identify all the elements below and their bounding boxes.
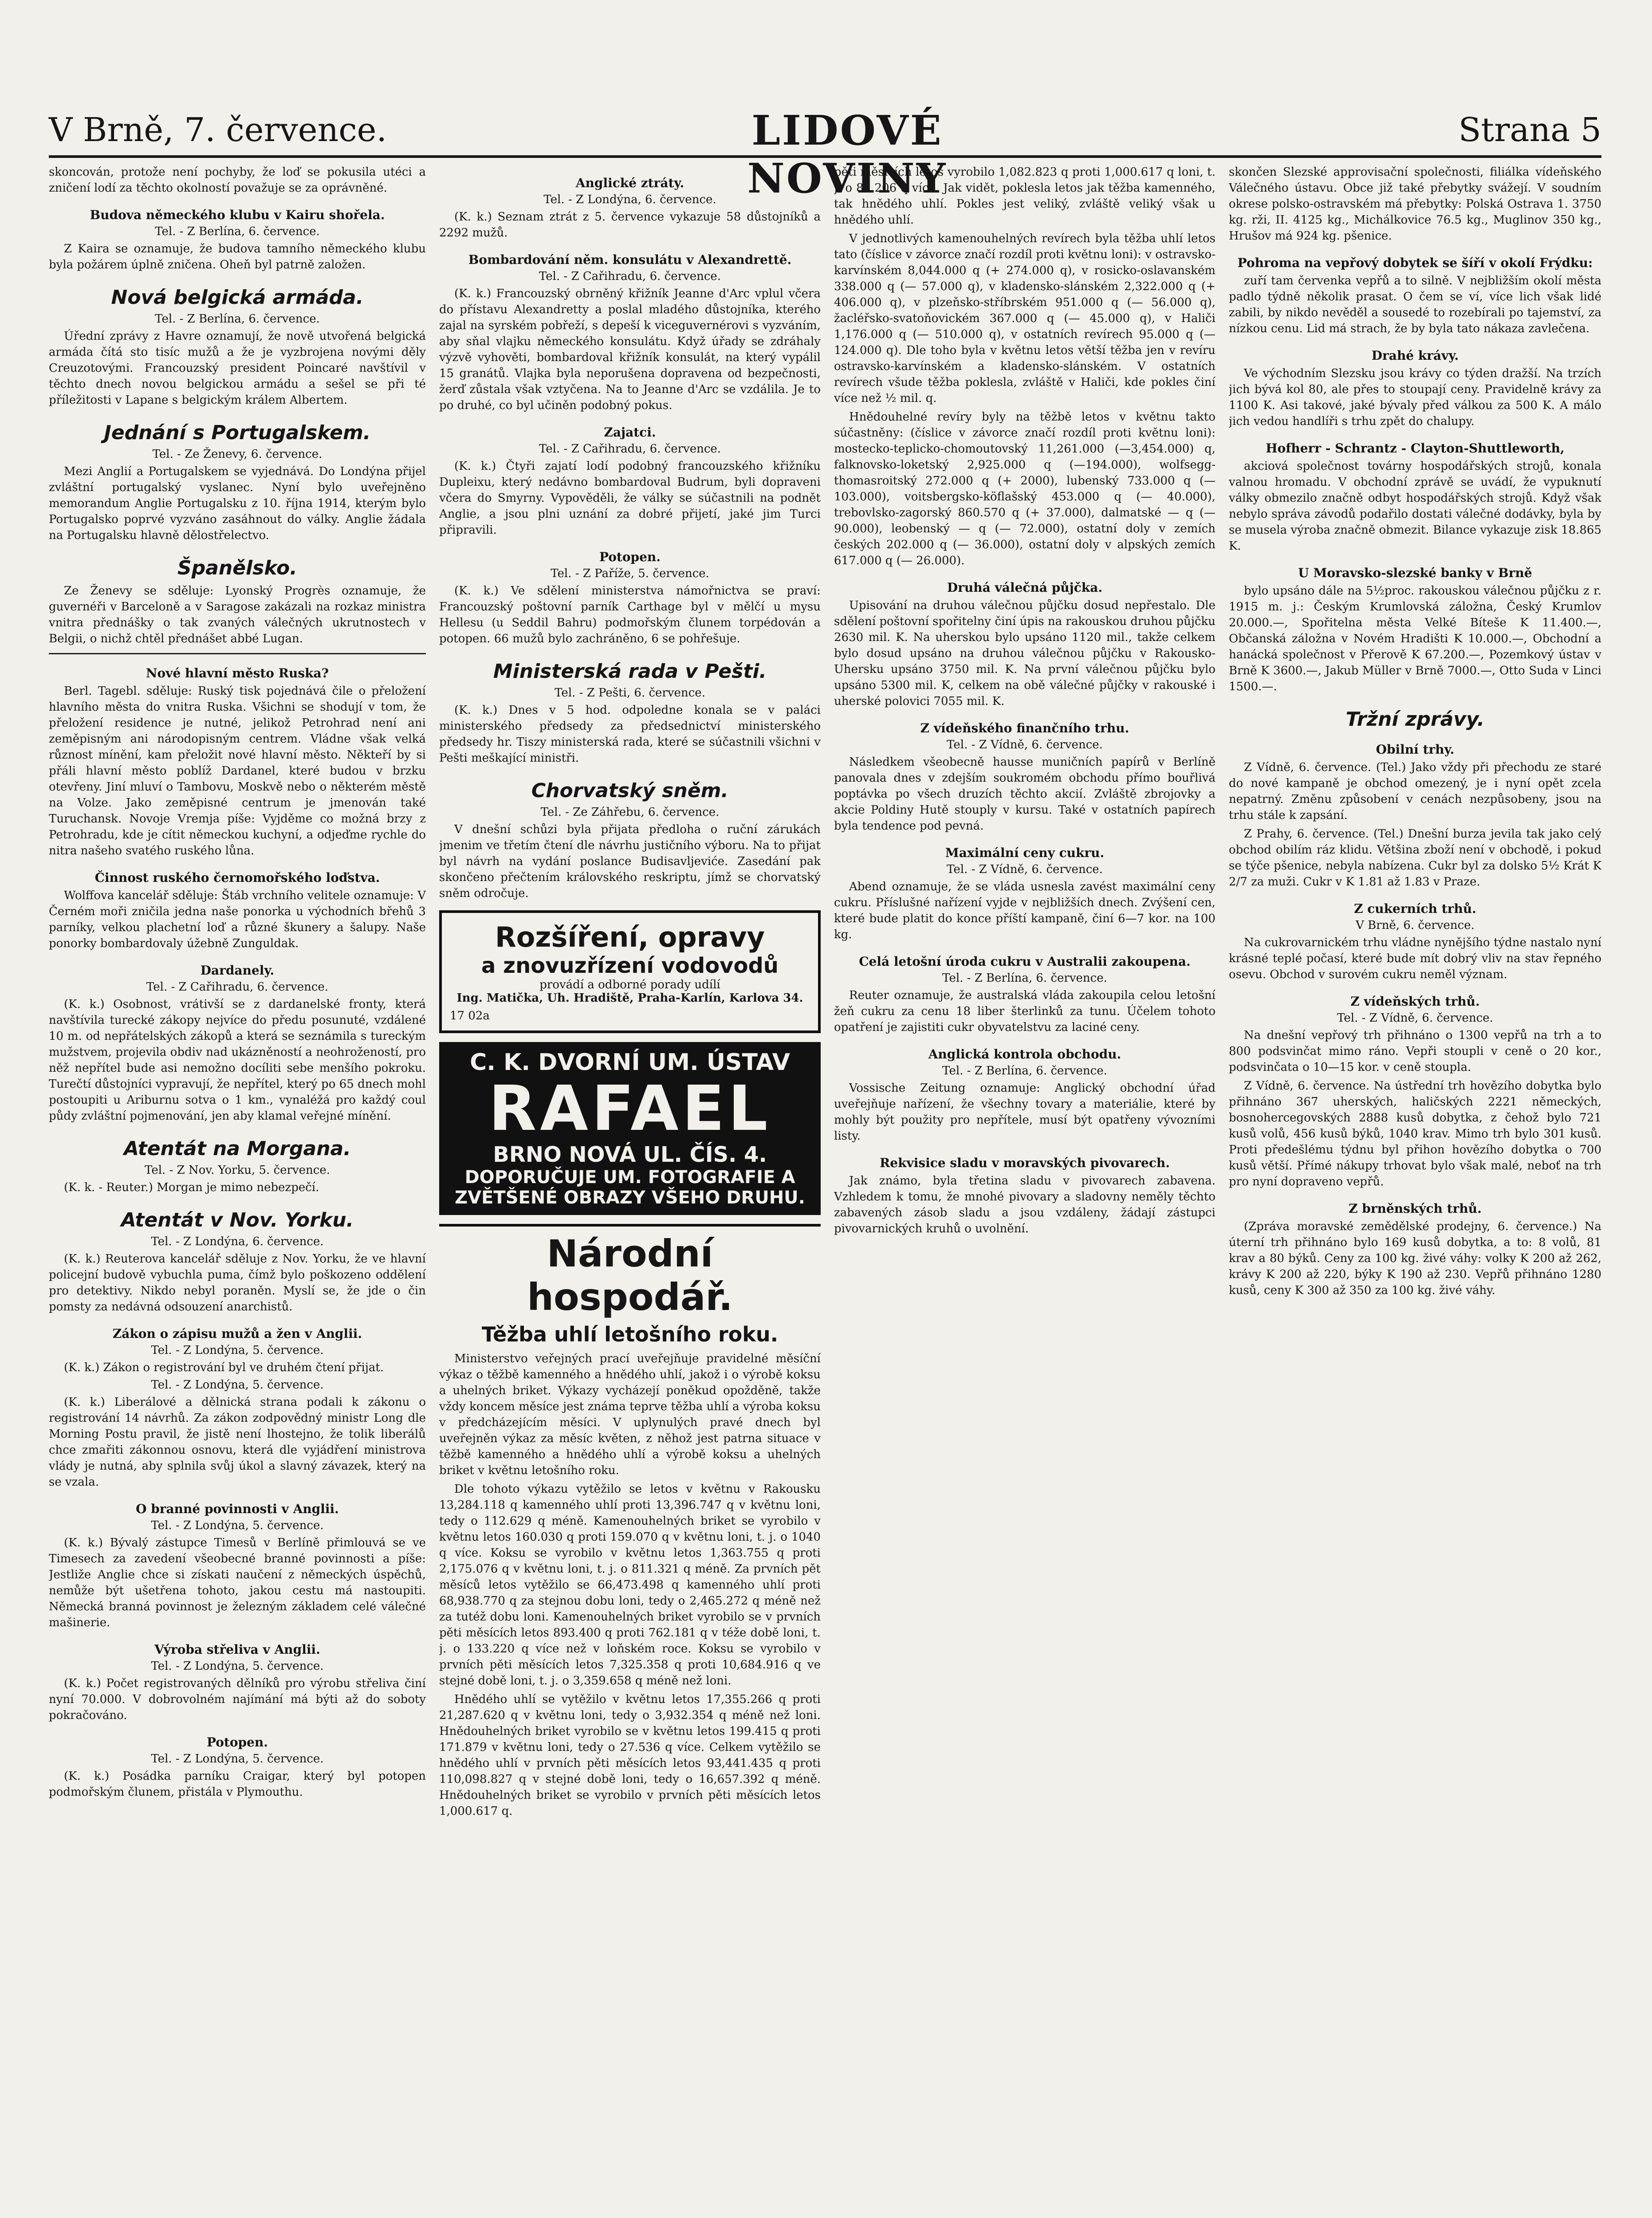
article-dateline: Tel. - Z Berlína, 6. července. <box>155 312 320 326</box>
article-dateline: V Brně, 6. července. <box>1356 919 1475 932</box>
article-dateline: Tel. - Z Londýna, 5. července. <box>151 1752 324 1766</box>
section-title: Národní hospodář. <box>439 1224 821 1319</box>
ad-address: Ing. Matička, Uh. Hradiště, Praha-Karlín, Karlova 34. <box>456 991 803 1005</box>
article-text: Abend oznamuje, že se vláda usnesla zavést maximální ceny cukru. Příslušné nařízení vyjde v nejbližších dnech. Zvýšení cen, které bude platit do konce příští kampaně, činí 6—7 kor. na 100 kg. <box>834 880 1215 941</box>
article-text: Upisování na druhou válečnou půjčku dosud nepřestalo. Dle sdělení poštovní spořitelny činí úpis na rakouskou druhou půjčku 2630 mil. K. Na uherskou bylo upsáno 1120 mil., takže celkem bylo dosud upsáno na druhou válečnou půjčku v Rakousko-Uhersku upsáno 3750 mil. K. Na první válečnou půjčku bylo upsáno 5300 mil. K, celkem na obě válečné půjčky v rakouské i uherské polovici 7055 mil. K. <box>834 599 1215 708</box>
article-dateline: Tel. - Ze Ženevy, 6. července. <box>152 448 323 461</box>
article-text: Na cukrovarnickém trhu vládne nynějšího týdne nastalo nyní krásné teplé počasí, které bude mít dobrý vliv na stav řepného osevu. Obchod v surovém cukru neměl význam. <box>1229 936 1601 981</box>
article-title: Obilní trhy. <box>1376 742 1455 757</box>
section-title: Tržní zprávy. <box>1345 708 1485 731</box>
article-dateline: Tel. - Z Berlína, 6. července. <box>155 225 320 238</box>
column-1 <box>49 164 426 2218</box>
article-title: Bombardování něm. konsulátu v Alexandrettě. <box>468 252 792 267</box>
article-title: O branné povinnosti v Anglii. <box>136 1502 339 1516</box>
article-text: V dnešní schůzi byla přijata předloha o ruční zárukách jmenim ve třetím čtení dle návrhu justičního výboru. Na to přijat byl návrh na vydání poslance Budisavljeviće. Zasedání pak skončeno přečtením královského reskriptu, jímž se chorvatský sněm odročuje. <box>439 823 821 900</box>
article-text: Vossische Zeitung oznamuje: Anglický obchodní úřad uveřejňuje nařízení, že všechny tovary a materiálie, které by mohly být použity pro nepřítele, musí být opatřeny vývozními listy. <box>834 1081 1215 1143</box>
article-text: (Zpráva moravské zemědělské prodejny, 6. července.) Na úterní trh přihnáno bylo 169 kusů dobytka, a to: 8 volů, 81 krav a 80 býků. Ceny za 100 kg. živé váhy: volky K 200 až 262, krávy K 200 až 220, býky K 190 až 230. Vepřů přihnáno 1280 kusů, ceny K 300 až 350 za 100 kg. živé váhy. <box>1229 1220 1601 1297</box>
article-title: Z cukerních trhů. <box>1354 901 1476 916</box>
article-dateline: Tel. - Z Londýna, 6. července. <box>151 1235 324 1248</box>
article-text: (K. k.) Ve sdělení ministerstva námořnictva se praví: Francouzský poštovní parník Carthage byl v mělčí u mysu Hellesu (u Seddil Bahru) podmořským člunem torpédován a potopen. 66 mužů bylo zachráněno, 6 se pohřešuje. <box>439 584 821 645</box>
article-text: Hnědouhelné revíry byly na těžbě letos v květnu takto súčastněny: (číslice v závorce značí rozdíl proti květnu loni): mostecko-teplicko-chomoutovský 11,261.000 (—3,454.000) q, falknovsko-loketský 2,925.000 q (—194.000), wolfsegg-thomasroitský 272.000 q (+ 2000), lubenský 733.000 q (— 103.000), voitsbergsko-köflašský 453.000 q (— 40.000), trebovlsko-zagorský 860.570 q (+ 37.000), dalmatské — q (— 90.000), leobenský — q (— 72.000), ostatní doly v zemích českých 202.000 q (— 36.000), ostatní doly v alpských zemích 617.000 q (— 26.000). <box>834 410 1215 567</box>
page-number: Strana 5 <box>1458 111 1601 149</box>
article-text: Z Kaira se oznamuje, že budova tamního německého klubu byla požárem úplně zničena. Oheň byl patrně založen. <box>49 242 426 271</box>
article-title: Dardanely. <box>200 963 275 978</box>
article-dateline: Tel. - Z Vídně, 6. července. <box>947 738 1103 751</box>
article-title: Nová belgická armáda. <box>111 286 364 309</box>
article-text: Berl. Tagebl. sděluje: Ruský tisk pojednává čile o přeložení hlavního města do vnitra Ruska. Všichni se shodují v tom, že přeložení residence je nutné, jelikož Petrohrad není ani zeměpisným ani národopisným centrem. Vládne však velká různost mínění, kam přeložit nové hlavní město. Někteří by si přáli hlavní město poblíž Dardanel, které budou v brzku otevřeny. Jiní mluví o Tambovu, Moskvě nebo o některém městě na Volze. Jako zeměpisné centrum je jmenován také Turuchansk. Novoje Vremja píše: Vyjděme co možná brzy z Petrohradu, kde je cítit německou kuchyní, a odjeďme rychle do nitra našeho svatého ruského lůna. <box>49 684 426 857</box>
article-text: (K. k.) Počet registrovaných dělníků pro výrobu střeliva činí nyní 70.000. V dobrovolném najímání má býti až do soboty pokračováno. <box>49 1677 426 1722</box>
advertisement-waterworks <box>439 910 821 1033</box>
article-text: (K. k.) Liberálové a dělnická strana podali k zákonu o registrování 14 návrhů. Za zákon zodpovědný ministr Long dle Morning Postu pravil, že jistě není lhostejno, že tolik liberálů chce zmařiti zákonnou osnovu, která dle vyjádření ministrova vlády je nutná, aby splnila svůj úkol a slavný závazek, který na se vzala. <box>49 1396 426 1489</box>
article-text: Ministerstvo veřejných prací uveřejňuje pravidelné měsíční výkaz o těžbě kamenného a hnědého uhlí, jakož i o výrobě koksu a uhelných briket. Výkazy vycházejí poněkud opožděně, takže vždy koncem měsíce jest známa teprve těžba uhlí a výroba koksu v předcházejícím měsíci. V uplynulých pravé dnech byl uveřejněn výkaz za měsíc květen, z něhož jest patrna situace v těžbě kamenného a hnědého uhlí a výrobě koksu a uhelných briket v květnu letošního roku. <box>439 1352 821 1477</box>
article-dateline: Tel. - Z Londýna, 5. července. <box>151 1660 324 1673</box>
article-title: Výroba střeliva v Anglii. <box>154 1642 320 1657</box>
article-dateline: Tel. - Z Berlína, 6. července. <box>942 1064 1107 1078</box>
article-title: Ministerská rada v Pešti. <box>493 660 767 683</box>
article-dateline: Tel. - Z Londýna, 6. července. <box>543 193 716 206</box>
article-text: Z Prahy, 6. července. (Tel.) Dnešní burza jevila tak jako celý obchod obilím ráz klidu. Většina zboží není v obchodě, i pokud se týče pšenice, nebyla nabízena. Cukr byl za dolsko 5½ Krát K 2/7 za muži. Cukr v K 1.81 až 1.83 v Praze. <box>1229 827 1601 889</box>
article-text: skoncován, protože není pochyby, že loď se pokusila utéci a zničení lodí za těchto okolností považuje se za oprávněné. <box>49 165 426 195</box>
article-text: Wolffova kancelář sděluje: Štáb vrchního velitele oznamuje: V Černém moři zničila jedna naše ponorka u východních břehů 3 parníky, velkou plachetní loď a různé škunery a šalupy. Naše ponorky bombardovaly úžebně Zunguldak. <box>49 889 426 950</box>
article-text: Následkem všeobecně hausse muničních papírů v Berlíně panovala dnes v zdejším soukromém obchodu přímo bouřlivá poptávka po všech druzích těchto akcií. Zvláště zbrojovky a akcie Poldiny Hutě stouply v kursu. Také v ostatních papírech byla tendence pod pevná. <box>834 755 1215 833</box>
article-title: Zákon o zápisu mužů a žen v Anglii. <box>112 1326 362 1341</box>
article-title: Z brněnských trhů. <box>1349 1201 1482 1216</box>
article-title: Rekvisice sladu v moravských pivovarech. <box>880 1156 1170 1170</box>
article-text: (K. k.) Osobnost, vrátivší se z dardanelské fronty, která navštívila turecké zákopy nejvíce do předu posunuté, vzdálené 10 m. od nepřátelských zákopů a která se seznámila s tureckým mužstvem, projevila obdiv nad ukázněností a neohrožeností, pro něž nepřítel bude asi nemožno docíliti sebe menšího pokroku. Turečtí důstojníci vypravují, že nepřítel, který po 65 dnech mohl postoupiti u Ariburnu sotva o 1 km., vynaléžá pro každý coul půdy zvláštní pojmenování, jen aby klamal veřejné mínění. <box>49 998 426 1123</box>
article-text: Ve východním Slezsku jsou krávy co týden dražší. Na trzích jich bývá kol 80, ale přes to stoupají ceny. Pravidelně krávy za 1100 K. Asi takové, jaké bývaly před válkou za 500 K. A málo jich vedou handlíři s trhu zpět do chalupy. <box>1229 367 1601 428</box>
ad-line: C. K. DVORNÍ UM. ÚSTAV <box>470 1049 790 1076</box>
article-text: (K. k.) Posádka parníku Craigar, který byl potopen podmořským člunem, přistála v Plymouthu. <box>49 1770 426 1799</box>
article-text: Reuter oznamuje, že australská vláda zakoupila celou letošní žeň cukru za cenu 18 liber šterlinků za tunu. Účelem tohoto opatření je zajistiti cukr obyvatelstvu za laciné ceny. <box>834 989 1215 1034</box>
article-title: Potopen. <box>206 1735 268 1750</box>
article-text: (K. k.) Čtyři zajatí lodí podobný francouzského křižníku Dupleixu, který nedávno bombardoval Budrum, byli dopraveni včera do Smyrny. Vypověděli, že války se súčastnili na podnět Anglie, a jsou plni uznání za dobré přijetí, jaké jim Turci připravili. <box>439 460 821 537</box>
article-title: Maximální ceny cukru. <box>945 846 1105 860</box>
ad-headline: Rozšíření, opravy <box>495 921 765 953</box>
advertisement-rafael <box>439 1042 821 1215</box>
newspaper-title: LIDOVÉ NOVINY <box>747 106 948 202</box>
date-line: V Brně, 7. července. <box>49 111 387 149</box>
article-dateline: Tel. - Z Paříže, 5. července. <box>551 567 709 580</box>
article-text: Jak známo, byla třetina sladu v pivovarech zabavena. Vzhledem k tomu, že mnohé pivovary a sladovny neměly těchto zabavených zásob sladu a jsou vzdáleny, žádají zástupci pivovarnických kruhů o uvolnění. <box>834 1174 1215 1235</box>
article-title: Pohroma na vepřový dobytek se šíří v okolí Frýdku: <box>1237 256 1593 270</box>
ad-code: 17 02a <box>450 1009 490 1022</box>
article-text: Ze Ženevy se sděluje: Lyonský Progrès oznamuje, že guvernéři v Barceloně a v Saragose zakázali na rozkaz ministra vnitra přednášky o tak zvaných válečných ukrutnostech v Belgii, o nichž chtěl přednášet abbé Lugan. <box>49 584 426 645</box>
article-title: Z vídeňských trhů. <box>1350 994 1480 1009</box>
section-subtitle: Těžba uhlí letošního roku. <box>481 1322 779 1346</box>
article-title: Hofherr - Schrantz - Clayton-Shuttleworth, <box>1266 441 1565 456</box>
article-text: Hnědého uhlí se vytěžilo v květnu letos 17,355.266 q proti 21,287.620 q v květnu loni, tedy o 3,932.354 q méně než loni. Hnědouhelných briket vyrobilo se v květnu letos 199.415 q proti 171.879 v květnu loni, tedy o 27.536 q více. Celkem vytěžilo se hnědého uhlí v prvních pěti měsících letos 93,441.435 q proti 110,098.827 q v stejné době loni, tedy o 16,657.392 q méně. Hnědouhelných briket se vyrobilo v prvních pěti měsících letos 1,000.617 q. <box>439 1693 821 1818</box>
article-text: (K. k.) Reuterova kancelář sděluje z Nov. Yorku, že ve hlavní policejní budově vybuchla puma, čímž bylo poškozeno oddělení pro detektivy. Nikdo nebyl poraněn. Myslí se, že jde o čin pomsty za nedávná odsouzení anarchistů. <box>49 1252 426 1313</box>
article-text: Na dnešní vepřový trh přihnáno o 1300 vepřů na trh a to 800 podsvinčat mimo ráno. Vepři stoupli v ceně o 20 kor., podsvinčata o 10—15 kor. v ceně stoupla. <box>1229 1029 1601 1074</box>
article-text: (K. k.) Zákon o registrování byl ve druhém čtení přijat. <box>64 1361 384 1374</box>
article-dateline: Tel. - Z Cařihradu, 6. července. <box>539 270 721 283</box>
article-dateline: Tel. - Z Pešti, 6. července. <box>555 686 705 700</box>
column-2 <box>439 164 821 2218</box>
article-title: Atentát v Nov. Yorku. <box>121 1209 354 1231</box>
article-title: Anglické ztráty. <box>575 176 684 190</box>
article-text: pěti měsících letos vyrobilo 1,082.823 q proti 1,000.617 q loni, t. j. o 82.206 q více. Jak vidět, poklesla letos jak těžba kamenného, tak hnědého uhlí. Pokles jest veliký, zvláště veliký však u hnědého uhlí. <box>834 165 1215 227</box>
article-text: (K. k.) Seznam ztrát z 5. července vykazuje 58 důstojníků a 2292 mužů. <box>439 210 821 240</box>
article-text: V jednotlivých kamenouhelných revírech byla těžba uhlí letos tato (číslice v závorce značí rozdíl proti květnu loni): v ostravsko-karvínském 8,044.000 q (+ 274.000 q), v rosicko-oslavanském 338.000 q (— 57.000 q), v kladensko-slánském 2,322.000 q (+ 406.000 q), v plzeňsko-stříbrském 951.000 q (— 56.000 q), žacléřsko-svatoňovickém 367.000 q (— 45.000 q), v Haliči 1,176.000 q (— 510.000 q), v ostatních revírech 95.000 q (— 124.000 q). Dle toho byla v květnu letos větší těžba jen v revíru ostravsko-karvínském a kladensko-slánském. V ostatních revírech všude těžba poklesla, zvláště v Haliči, kde pokles činí více než ½ mil. q. <box>834 232 1215 405</box>
ad-line: DOPORUČUJE UM. FOTOGRAFIE A ZVĚTŠENÉ OBRAZY VŠEHO DRUHU. <box>455 1167 805 1208</box>
ad-subheadline: a znovuzřízení vodovodů <box>481 953 779 978</box>
article-dateline: Tel. - Z Londýna, 5. července. <box>151 1378 324 1392</box>
column-4 <box>1229 164 1601 2218</box>
article-dateline: Tel. - Z Cařihradu, 6. července. <box>539 442 721 456</box>
article-title: Chorvatský sněm. <box>531 779 729 802</box>
article-text: skončen Slezské approvisační společnosti, filiálka vídeňského Válečného ústavu. Obce již také přebytky svážejí. V soudním okrese polsko-ostravském má přebytky: Polská Ostrava 1. 3750 kg. rži, II. 4125 kg., Michálkovice 76.5 kg., Muglinov 350 kg., Hrušov má 924 kg. pšenice. <box>1229 165 1601 243</box>
divider <box>49 653 426 654</box>
article-title: Drahé krávy. <box>1371 348 1459 363</box>
ad-line: BRNO NOVÁ UL. ČÍS. 4. <box>493 1142 767 1167</box>
article-text: bylo upsáno dále na 5½proc. rakouskou válečnou půjčku z r. 1915 m. j.: Českým Krumlovská záložna, Český Krumlov 20.000.—, Spořitelna města Velké Bíteše K 11.400.—, Občanská záložna v Novém Hradišti K 10.000.—, Obchodní a hanácká společnost v Přerově K 67.200.—, Pozemkový ústav v Brně K 3600.—, Jakub Müller v Brně 7000.—, Otto Suda v Linci 1500.—. <box>1229 584 1601 693</box>
article-text: Z Vídně, 6. července. Na ústřední trh hovězího dobytka bylo přihnáno 367 uherských, haličských 2221 německých, bosnohercegovských 2888 kusů dobytka, z čehož bylo 721 kusů volů, 456 kusů býků, 1040 krav. Mimo trh bylo 301 kusů. Proti předešlému týdnu byl přihon hovězího dobytka o 700 kusů větší. Přímé nákupy trhovat bylo však malé, neboť na trh pro nyní dopraveno vepřů. <box>1229 1079 1601 1188</box>
article-title: Atentát na Morgana. <box>124 1137 351 1160</box>
article-title: U Moravsko-slezské banky v Brně <box>1298 566 1532 580</box>
article-title: Budova německého klubu v Kairu shořela. <box>90 208 385 222</box>
ad-brand: RAFAEL <box>488 1073 771 1145</box>
article-title: Celá letošní úroda cukru v Australii zakoupena. <box>859 954 1191 969</box>
article-text: (K. k.) Francouzský obrněný křižník Jeanne d'Arc vplul včera do přístavu Alexandretty a poslal mladého důstojníka, kterého zajal na syrském pobřeží, s depeší k viceguvernérovi s vyzváním, aby sňal vlajku německého konsulátu. Když úřady se zdráhaly výzvě vyhověti, bombardoval křižník konsulát, na který vypálil 15 granátů. Vlajka byla neporušena dopravena od bezpečnosti, žerď zůstala však vztyčena. Na to Jeanne d'Arc se vzdálila. Je to po druhé, co byl učiněn podobný pokus. <box>439 287 821 412</box>
article-text: Z Vídně, 6. července. (Tel.) Jako vždy při přechodu ze staré do nové kampaně je obchod omezený, je i nyní opět zcela nepatrný. Změnu způsobení v cenách nezpůsobeny, jsou na trhu stále k zapsání. <box>1229 761 1601 822</box>
article-text: Mezi Anglií a Portugalskem se vyjednává. Do Londýna přijel zvláštní portugalský vyslanec. Nyní bylo uveřejněno memorandum Anglie Portugalsku z 10. října 1914, kterým bylo Portugalsko poprvé vyzváno zasáhnout do války. Anglie žádala na Portugalsku hlavně dělostřelectvo. <box>49 465 426 542</box>
article-dateline: Tel. - Z Berlína, 6. července. <box>942 971 1107 985</box>
article-dateline: Tel. - Z Londýna, 5. července. <box>151 1344 324 1357</box>
article-dateline: Tel. - Z Cařihradu, 6. července. <box>146 980 329 994</box>
ad-text: provádí a odborné porady udílí <box>539 978 720 991</box>
article-text: Úřední zprávy z Havre oznamují, že nově utvořená belgická armáda čítá sto tisíc mužů a že je vyzbrojena novými děly Creuzotovými. Francouzský president Poincaré navštívil v těchto dnech novou belgickou armádu a sešel se při té příležitosti v Lapane s belgickým králem Albertem. <box>49 330 426 407</box>
article-text: Dle tohoto výkazu vytěžilo se letos v květnu v Rakousku 13,284.118 q kamenného uhlí proti 13,396.747 q v květnu loni, tedy o 112.629 q méně. Kamenouhelných briket se vyrobilo v květnu letos 160.030 q proti 159.070 q v květnu loni, t. j. o 1040 q více. Koksu se vyrobilo v květnu letos 1,363.755 q proti 2,175.076 q v květnu loni, t. j. o 811.321 q méně. Za prvních pět měsíců letos vytěžilo se 66,473.498 q kamenného uhlí proti 68,938.770 q za stejnou dobu loni, tedy o 2,465.272 q méně než za tutéž dobu loni. Kamenouhelných briket vyrobilo se v prvních pěti měsících letos 893.400 q proti 762.181 q v téže době loni, t. j. o 133.220 q více než v loňském roce. Koksu se vyrobilo v prvních pěti měsících letos 7,325.358 q proti 10,684.916 q ve stejné době loni, t. j. o 3,359.658 q méně než loni. <box>439 1483 821 1687</box>
article-title: Druhá válečná půjčka. <box>947 580 1103 595</box>
article-text: (K. k.) Bývalý zástupce Timesů v Berlíně přimlouvá se ve Timesech za zavedení všeobecné branné povinnosti a píše: Jestliže Anglie chce si získati naučení z německých úspěchů, nemůže být ušetřena tohoto, jakou cestu má nastoupiti. Německá branná povinnost je železným základem celé válečné mašinerie. <box>49 1536 426 1629</box>
article-text: (K. k. - Reuter.) Morgan je mimo nebezpečí. <box>64 1181 319 1194</box>
column-3 <box>834 164 1215 2218</box>
article-text: zuří tam červenka vepřů a to silně. V nejbližším okolí města padlo týdně několik prasat. O čem se ví, více lich však lidé zabili, by nikdo nevěděl a sousedé to rozebírali po tajemství, za nízkou cenu. Lid má strach, že by byla tato nákaza zavlečena. <box>1229 274 1601 335</box>
article-title: Potopen. <box>599 550 661 564</box>
article-dateline: Tel. - Z Nov. Yorku, 5. července. <box>145 1164 330 1177</box>
article-title: Zajatci. <box>604 425 656 440</box>
article-title: Anglická kontrola obchodu. <box>928 1047 1121 1062</box>
article-dateline: Tel. - Ze Záhřebu, 6. července. <box>540 806 720 819</box>
article-text: (K. k.) Dnes v 5 hod. odpoledne konala se v paláci ministerského předsedy za předsednictví ministerského předsedy hr. Tiszy ministerská rada, které se súčastnili všichni v Pešti meškající ministři. <box>439 704 821 765</box>
article-text: akciová společnost továrny hospodářských strojů, konala valnou hromadu. V obchodní zprávě se uvádí, že vypuknutí války obmezilo značně odbyt hospodářských strojů. Když však nebylo správa závodů podařilo dostati válečné dodávky, byla by se musela výroba značně obmezit. Bilance vykazuje zisk 18.865 K. <box>1229 460 1601 553</box>
article-dateline: Tel. - Z Londýna, 5. července. <box>151 1519 324 1532</box>
article-title: Španělsko. <box>177 557 297 579</box>
article-dateline: Tel. - Z Vídně, 6. července. <box>947 863 1103 876</box>
article-title: Jednání s Portugalskem. <box>104 421 371 444</box>
article-dateline: Tel. - Z Vídně, 6. července. <box>1337 1011 1493 1025</box>
article-title: Činnost ruského černomořského loďstva. <box>94 870 380 885</box>
article-title: Nové hlavní město Ruska? <box>146 666 329 680</box>
article-title: Z vídeňského finančního trhu. <box>920 721 1129 735</box>
